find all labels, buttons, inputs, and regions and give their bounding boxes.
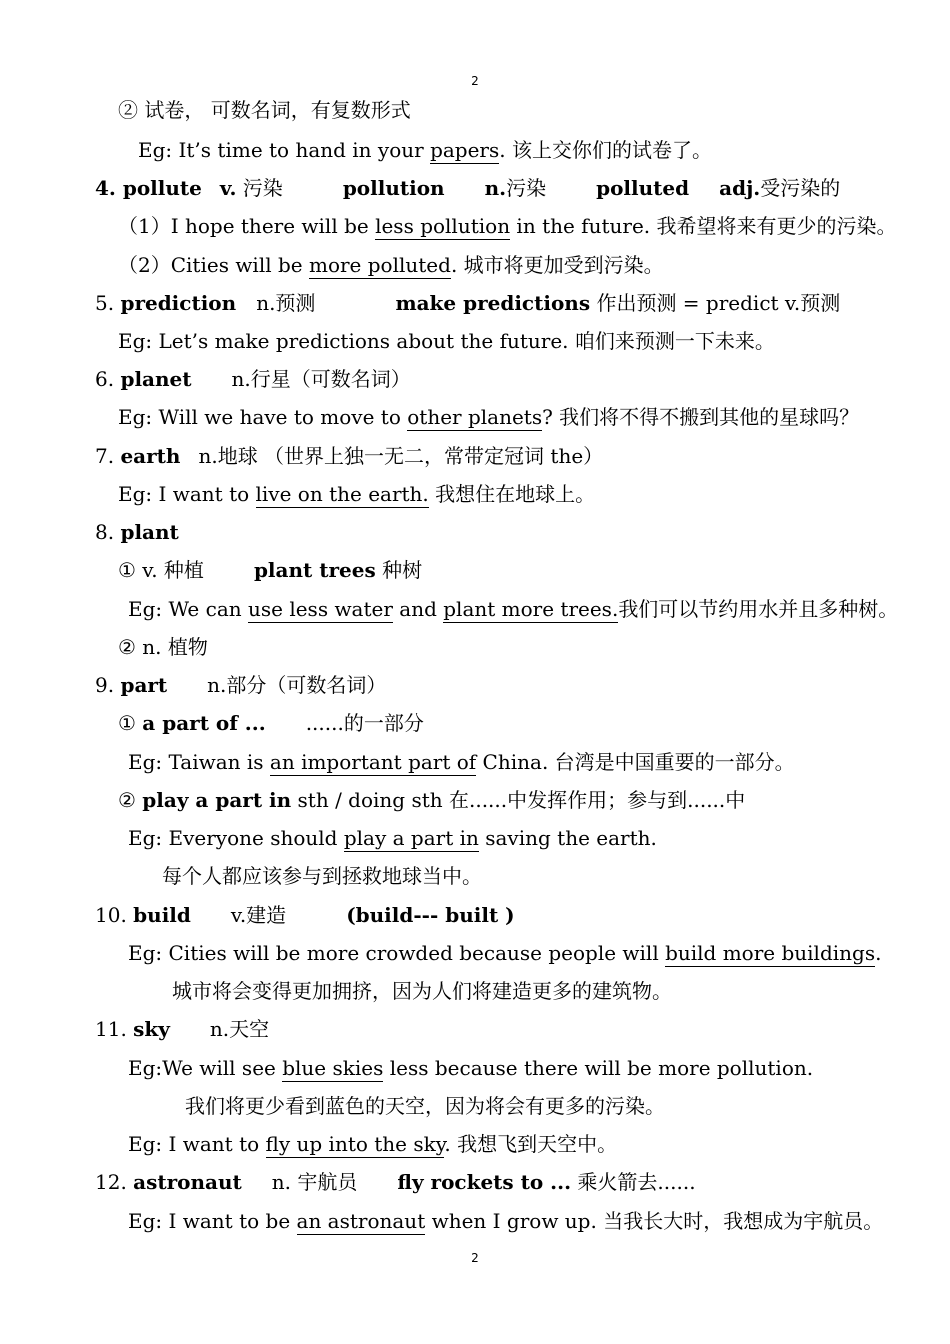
- text-segment: ② 试卷， 可数名词，有复数形式: [118, 98, 411, 122]
- underlined-phrase: other planets: [407, 405, 543, 429]
- text-segment: 我们可以节约用水并且多种树。: [618, 597, 899, 621]
- text-segment: sth / doing sth 在......中发挥作用；参与到......中: [291, 788, 746, 812]
- underlined-phrase: live on the earth.: [255, 482, 429, 506]
- text-segment: （2）Cities will be: [118, 253, 309, 277]
- line-14: [128, 596, 898, 622]
- text-segment: . 我想飞到天空中。: [444, 1132, 618, 1156]
- text-segment: Eg: It’s time to hand in your: [138, 138, 431, 162]
- line-6: [95, 290, 840, 316]
- vocab-term: adj.: [719, 176, 761, 200]
- underlined-phrase: fly up into the sky: [265, 1132, 445, 1156]
- line-7: [118, 328, 775, 354]
- text-segment: Eg: Cities will be more crowded because people will: [128, 941, 666, 965]
- line-22: [95, 902, 515, 928]
- text-segment: Eg: Will we have to move to: [118, 405, 408, 429]
- vocab-term: polluted: [596, 176, 690, 200]
- text-segment: （1）I hope there will be: [118, 214, 376, 238]
- underlined-phrase: more polluted: [308, 253, 451, 277]
- line-12: [95, 519, 179, 545]
- line-24: [172, 978, 672, 1004]
- text-segment: ②: [118, 788, 143, 812]
- text-segment: 我们将更少看到蓝色的天空，因为将会有更多的污染。: [185, 1094, 665, 1118]
- line-19: [118, 787, 745, 813]
- text-segment: Eg: I want to: [128, 1132, 266, 1156]
- line-16: [95, 672, 386, 698]
- vocab-term: a part of ...: [142, 711, 266, 735]
- line-5: [118, 252, 664, 278]
- text-segment: ? 我们将不得不搬到其他的星球吗？: [542, 405, 860, 429]
- page-number-top: 2: [471, 74, 479, 88]
- vocab-term: play a part in: [142, 788, 292, 812]
- text-segment: 10.: [95, 903, 134, 927]
- text-segment: 9.: [95, 673, 121, 697]
- vocab-term: make predictions: [395, 291, 591, 315]
- text-segment: ② n. 植物: [118, 635, 208, 659]
- vocab-term: v.: [219, 176, 237, 200]
- text-segment: Eg:We will see: [128, 1056, 283, 1080]
- text-segment: 乘火箭去......: [571, 1170, 696, 1194]
- text-segment: 5.: [95, 291, 121, 315]
- line-13: [118, 557, 422, 583]
- line-9: [118, 404, 859, 430]
- line-25: [95, 1016, 269, 1042]
- line-2: [138, 137, 712, 163]
- text-segment: Eg: Everyone should: [128, 826, 344, 850]
- vocab-term: earth: [120, 444, 181, 468]
- text-segment: 7.: [95, 444, 121, 468]
- text-segment: n.预测: [256, 291, 316, 315]
- vocab-term: (build--- built ): [346, 903, 515, 927]
- vocab-term: plant trees: [253, 558, 376, 582]
- text-segment: ① v. 种植: [118, 558, 204, 582]
- text-segment: ......的一部分: [305, 711, 424, 735]
- vocab-term: astronaut: [133, 1170, 242, 1194]
- underlined-phrase: blue skies: [282, 1056, 384, 1080]
- text-segment: Eg: I want to be: [128, 1209, 297, 1233]
- vocab-term: part: [120, 673, 168, 697]
- text-segment: n.地球 （世界上独一无二，常带定冠词 the）: [198, 444, 604, 468]
- line-20: [128, 825, 657, 851]
- text-segment: 8.: [95, 520, 121, 544]
- text-segment: ①: [118, 711, 143, 735]
- text-segment: Eg: I want to: [118, 482, 256, 506]
- underlined-phrase: use less water: [247, 597, 393, 621]
- text-segment: Eg: Let’s make predictions about the future. 咱们来预测一下未来。: [118, 329, 775, 353]
- text-segment: 受污染的: [760, 176, 841, 200]
- vocab-term: n.: [484, 176, 507, 200]
- vocab-term: planet: [120, 367, 192, 391]
- line-23: [128, 940, 881, 966]
- line-3: [95, 175, 840, 201]
- line-27: [185, 1093, 665, 1119]
- text-segment: 城市将会变得更加拥挤，因为人们将建造更多的建筑物。: [172, 979, 672, 1003]
- text-segment: when I grow up. 当我长大时，我想成为宇航员。: [425, 1209, 884, 1233]
- text-segment: 6.: [95, 367, 121, 391]
- vocab-term: plant: [120, 520, 179, 544]
- line-4: [118, 213, 897, 239]
- underlined-phrase: play a part in: [343, 826, 479, 850]
- text-segment: . 该上交你们的试卷了。: [499, 138, 712, 162]
- text-segment: n. 宇航员: [271, 1170, 358, 1194]
- underlined-phrase: less pollution: [375, 214, 511, 238]
- underlined-phrase: plant more trees.: [443, 597, 619, 621]
- text-segment: 每个人都应该参与到拯救地球当中。: [162, 864, 482, 888]
- line-1: [118, 97, 411, 123]
- text-segment: .: [875, 941, 882, 965]
- underlined-phrase: build more buildings: [665, 941, 876, 965]
- text-segment: 作出预测 = predict v.预测: [590, 291, 841, 315]
- vocab-term: prediction: [120, 291, 237, 315]
- line-26: [128, 1055, 813, 1081]
- text-segment: 种树: [375, 558, 423, 582]
- text-segment: 污染: [236, 176, 283, 200]
- text-segment: Eg: Taiwan is: [128, 750, 270, 774]
- underlined-phrase: an important part of: [269, 750, 477, 774]
- vocab-term: fly rockets to ...: [397, 1170, 572, 1194]
- text-segment: 我想住在地球上。: [428, 482, 596, 506]
- line-11: [118, 481, 595, 507]
- line-17: [118, 710, 424, 736]
- text-segment: . 城市将更加受到污染。: [450, 253, 664, 277]
- vocab-term: 4. pollute: [95, 176, 202, 200]
- text-segment: China. 台湾是中国重要的一部分。: [476, 750, 795, 774]
- line-29: [95, 1169, 696, 1195]
- text-segment: Eg: We can: [128, 597, 248, 621]
- text-segment: n.部分（可数名词）: [207, 673, 387, 697]
- underlined-phrase: an astronaut: [296, 1209, 426, 1233]
- text-segment: 11.: [95, 1017, 134, 1041]
- text-segment: 污染: [506, 176, 547, 200]
- line-8: [95, 366, 411, 392]
- text-segment: 12.: [95, 1170, 134, 1194]
- line-10: [95, 443, 603, 469]
- line-21: [162, 863, 482, 889]
- text-segment: n.行星（可数名词）: [231, 367, 411, 391]
- vocab-term: sky: [133, 1017, 170, 1041]
- page-number-bottom: 2: [471, 1251, 479, 1265]
- line-15: [118, 634, 208, 660]
- text-segment: n.天空: [209, 1017, 270, 1041]
- text-segment: less because there will be more pollution.: [383, 1056, 814, 1080]
- text-segment: v.建造: [230, 903, 287, 927]
- underlined-phrase: papers: [430, 138, 500, 162]
- text-segment: saving the earth.: [478, 826, 657, 850]
- line-18: [128, 749, 795, 775]
- line-28: [128, 1131, 617, 1157]
- text-segment: in the future. 我希望将来有更少的污染。: [510, 214, 897, 238]
- line-30: [128, 1208, 883, 1234]
- vocab-term: build: [133, 903, 191, 927]
- vocab-term: pollution: [342, 176, 445, 200]
- text-segment: and: [392, 597, 444, 621]
